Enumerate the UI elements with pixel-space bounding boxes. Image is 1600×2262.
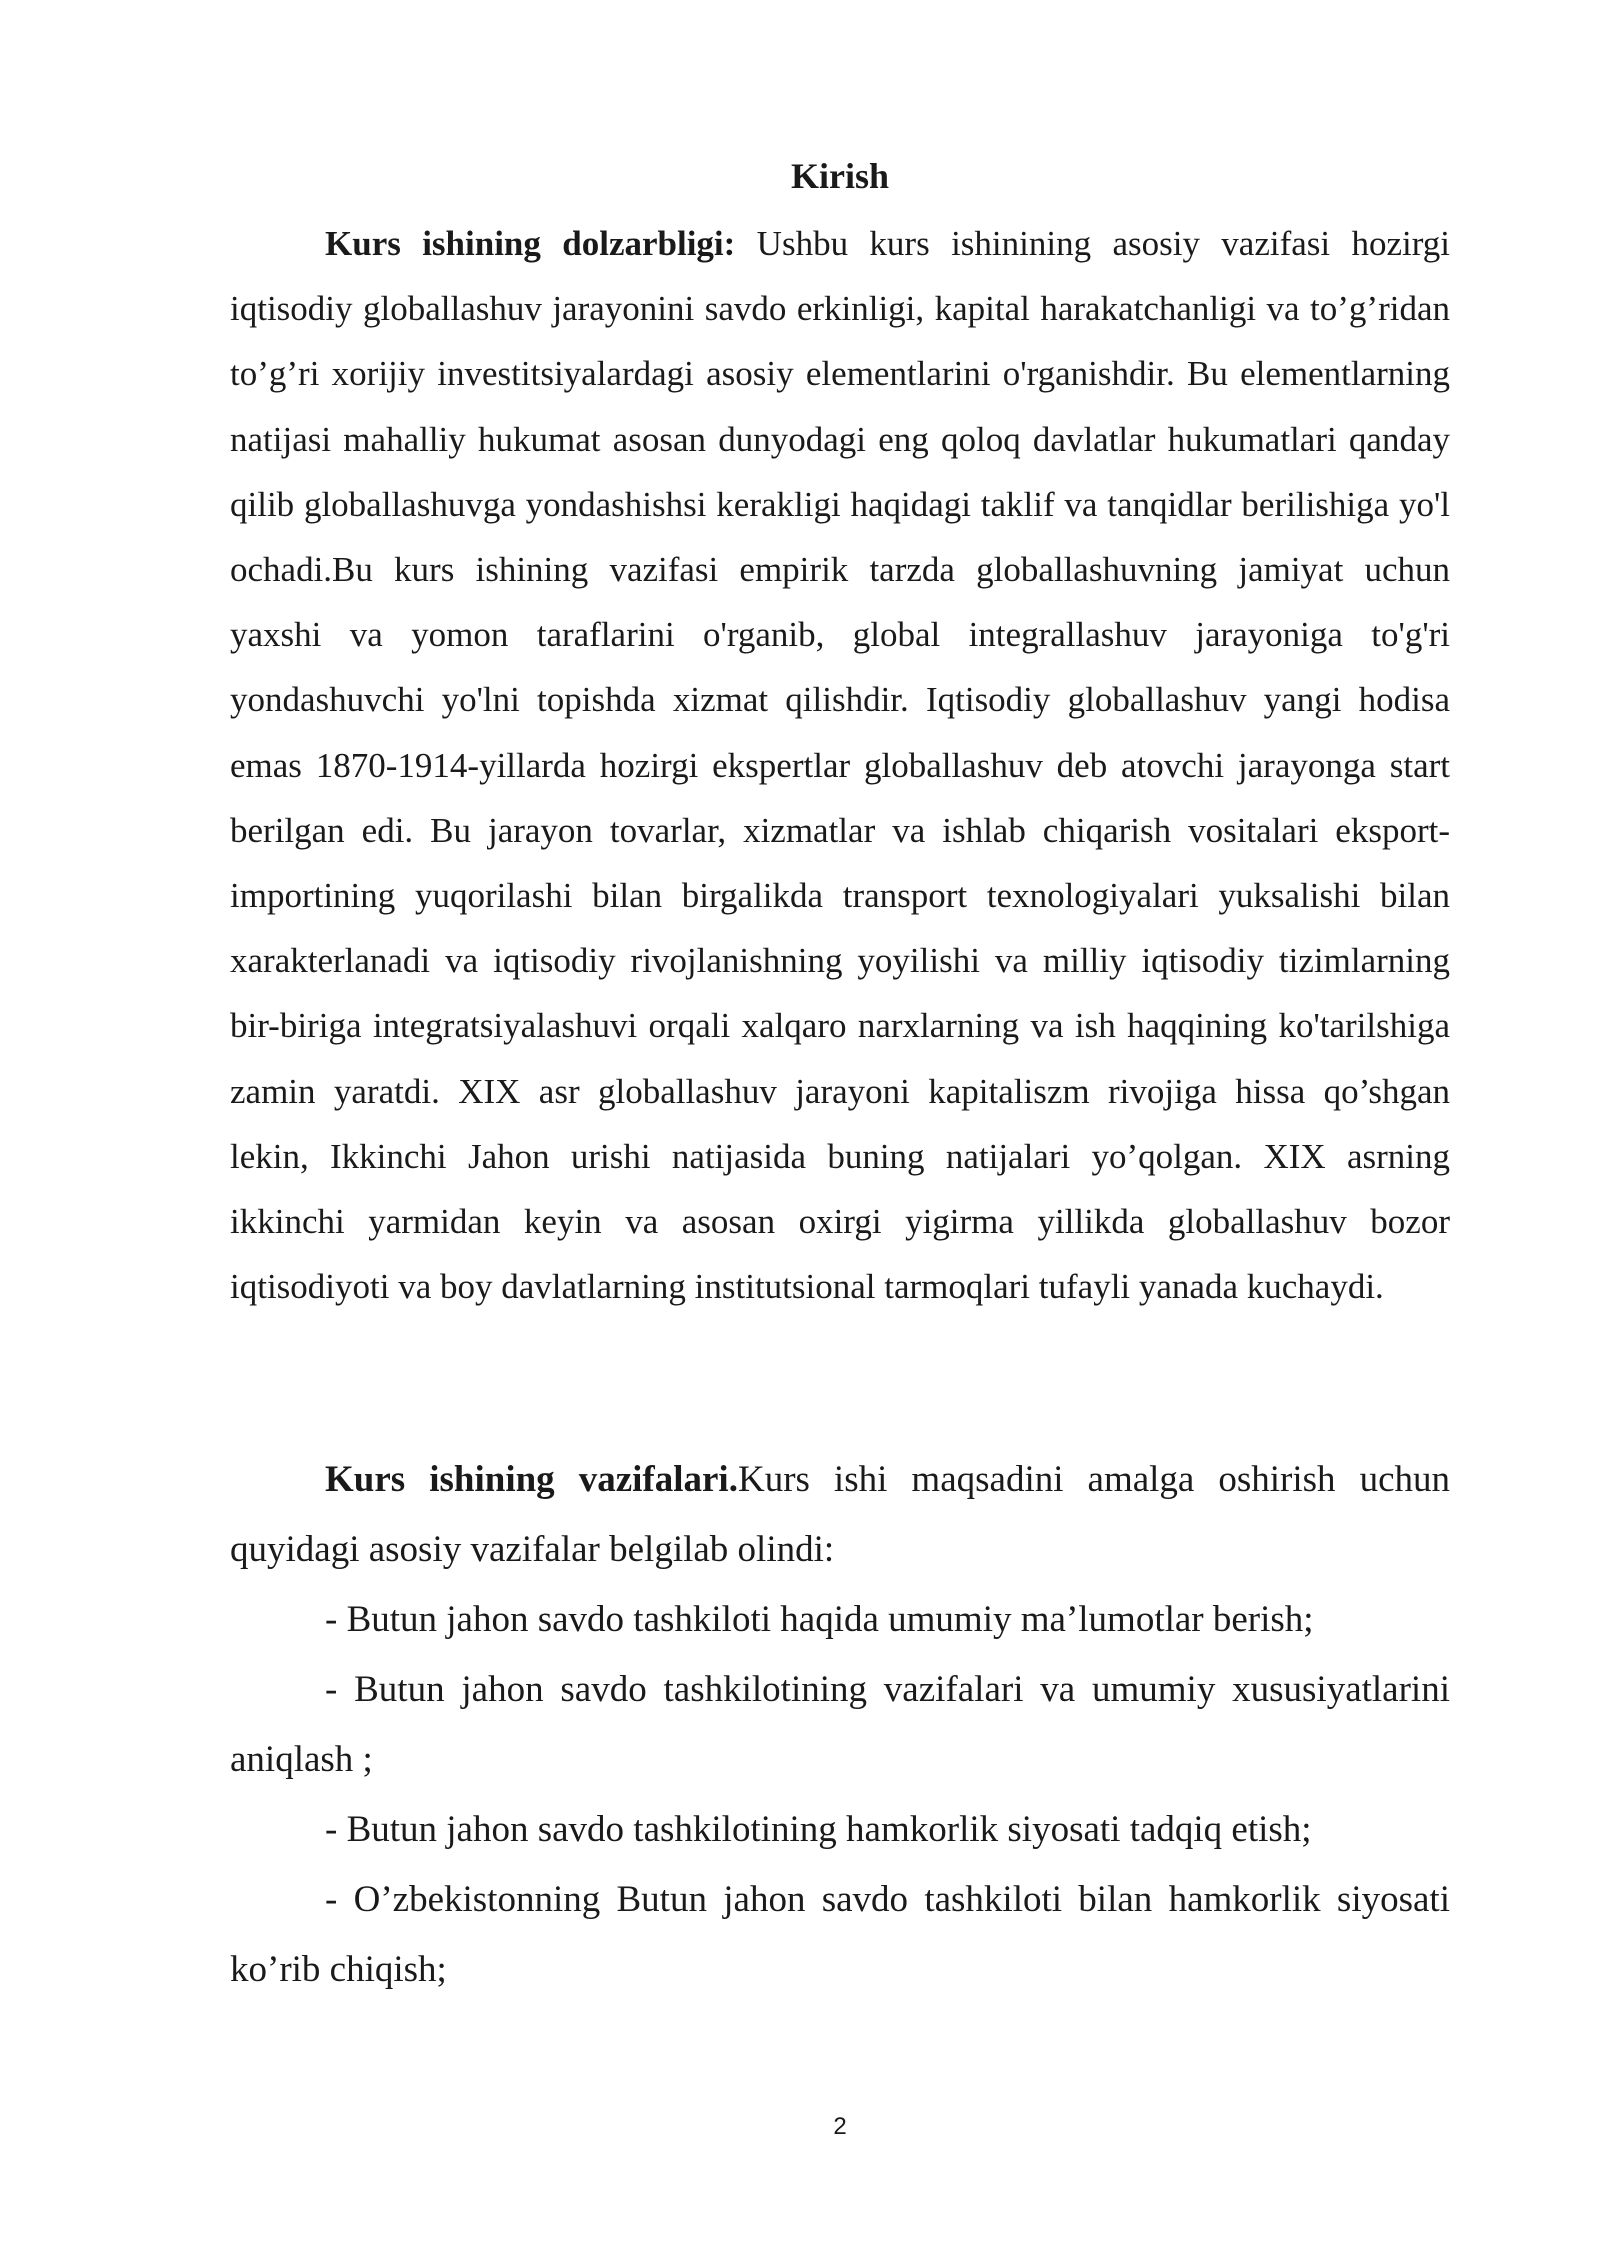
tasks-intro-text: Kurs ishi maqsadini amalga oshirish uchun quyidagi asosiy vazifalar belgilab olindi: — [230, 1459, 1451, 1570]
page-number: 2 — [833, 2113, 847, 2140]
list-item: - O’zbekistonning Butun jahon savdo tashkiloti bilan hamkorlik siyosati ko’rib chiqish; — [230, 1879, 1450, 1990]
tasks-heading: Kurs ishining vazifalari. — [325, 1459, 738, 1500]
tasks-list — [230, 1585, 1450, 2005]
tasks-paragraph — [230, 1445, 1450, 1585]
list-item: - Butun jahon savdo tashkiloti haqida umumiy ma’lumotlar berish; — [325, 1599, 1314, 1640]
list-item: - Butun jahon savdo tashkilotining hamkorlik siyosati tadqiq etish; — [325, 1809, 1312, 1850]
page-title: Kirish — [790, 156, 889, 196]
relevance-text: Ushbu kurs ishinining asosiy vazifasi hozirgi iqtisodiy globallashuv jarayonini savdo erkinligi, kapital harakatchanligi va to’g’ridan to’g’ri xorijiy investitsiyalardagi asosiy elementlarini o'rganishdir. Bu elementlarning natijasi mahalliy hukumat asosan dunyodagi eng qoloq davlatlar hukumatlari qanday qilib globallashuvga yondashishsi kerakligi haqidagi taklif va tanqidlar berilishiga yo'l ochadi.Bu kurs ishining vazifasi empirik tarzda globallashuvning jamiyat uchun yaxshi va yomon taraflarini o'rganib, global integrallashuv jarayoniga to'g'ri yondashuvchi yo'lni topishda xizmat qilishdir. Iqtisodiy globallashuv yangi hodisa emas 1870-1914-yillarda hozirgi ekspertlar globallashuv deb atovchi jarayonga start berilgan edi. Bu jarayon tovarlar, xizmatlar va ishlab chiqarish vositalari eksport-importining yuqorilashi bilan birgalikda transport texnologiyalari yuksalishi bilan xarakterlanadi va iqtisodiy rivojlanishning yoyilishi va milliy iqtisodiy tizimlarning bir-biriga integratsiyalashuvi orqali xalqaro narxlarning va ish haqqining ko'tarilshiga zamin yaratdi. XIX asr globallashuv jarayoni kapitaliszm rivojiga hissa qo’shgan lekin, Ikkinchi Jahon urishi natijasida buning natijalari yo’qolgan. XIX asrning ikkinchi yarmidan keyin va asosan oxirgi yigirma yillikda globallashuv bozor iqtisodiyoti va boy davlatlarning institutsional tarmoqlari tufayli yanada kuchaydi. — [230, 224, 1450, 1307]
list-item: - Butun jahon savdo tashkilotining vazifalari va umumiy xususiyatlarini aniqlash ; — [230, 1669, 1450, 1780]
relevance-heading: Kurs ishining dolzarbligi: — [325, 224, 736, 263]
relevance-paragraph — [230, 211, 1450, 1319]
